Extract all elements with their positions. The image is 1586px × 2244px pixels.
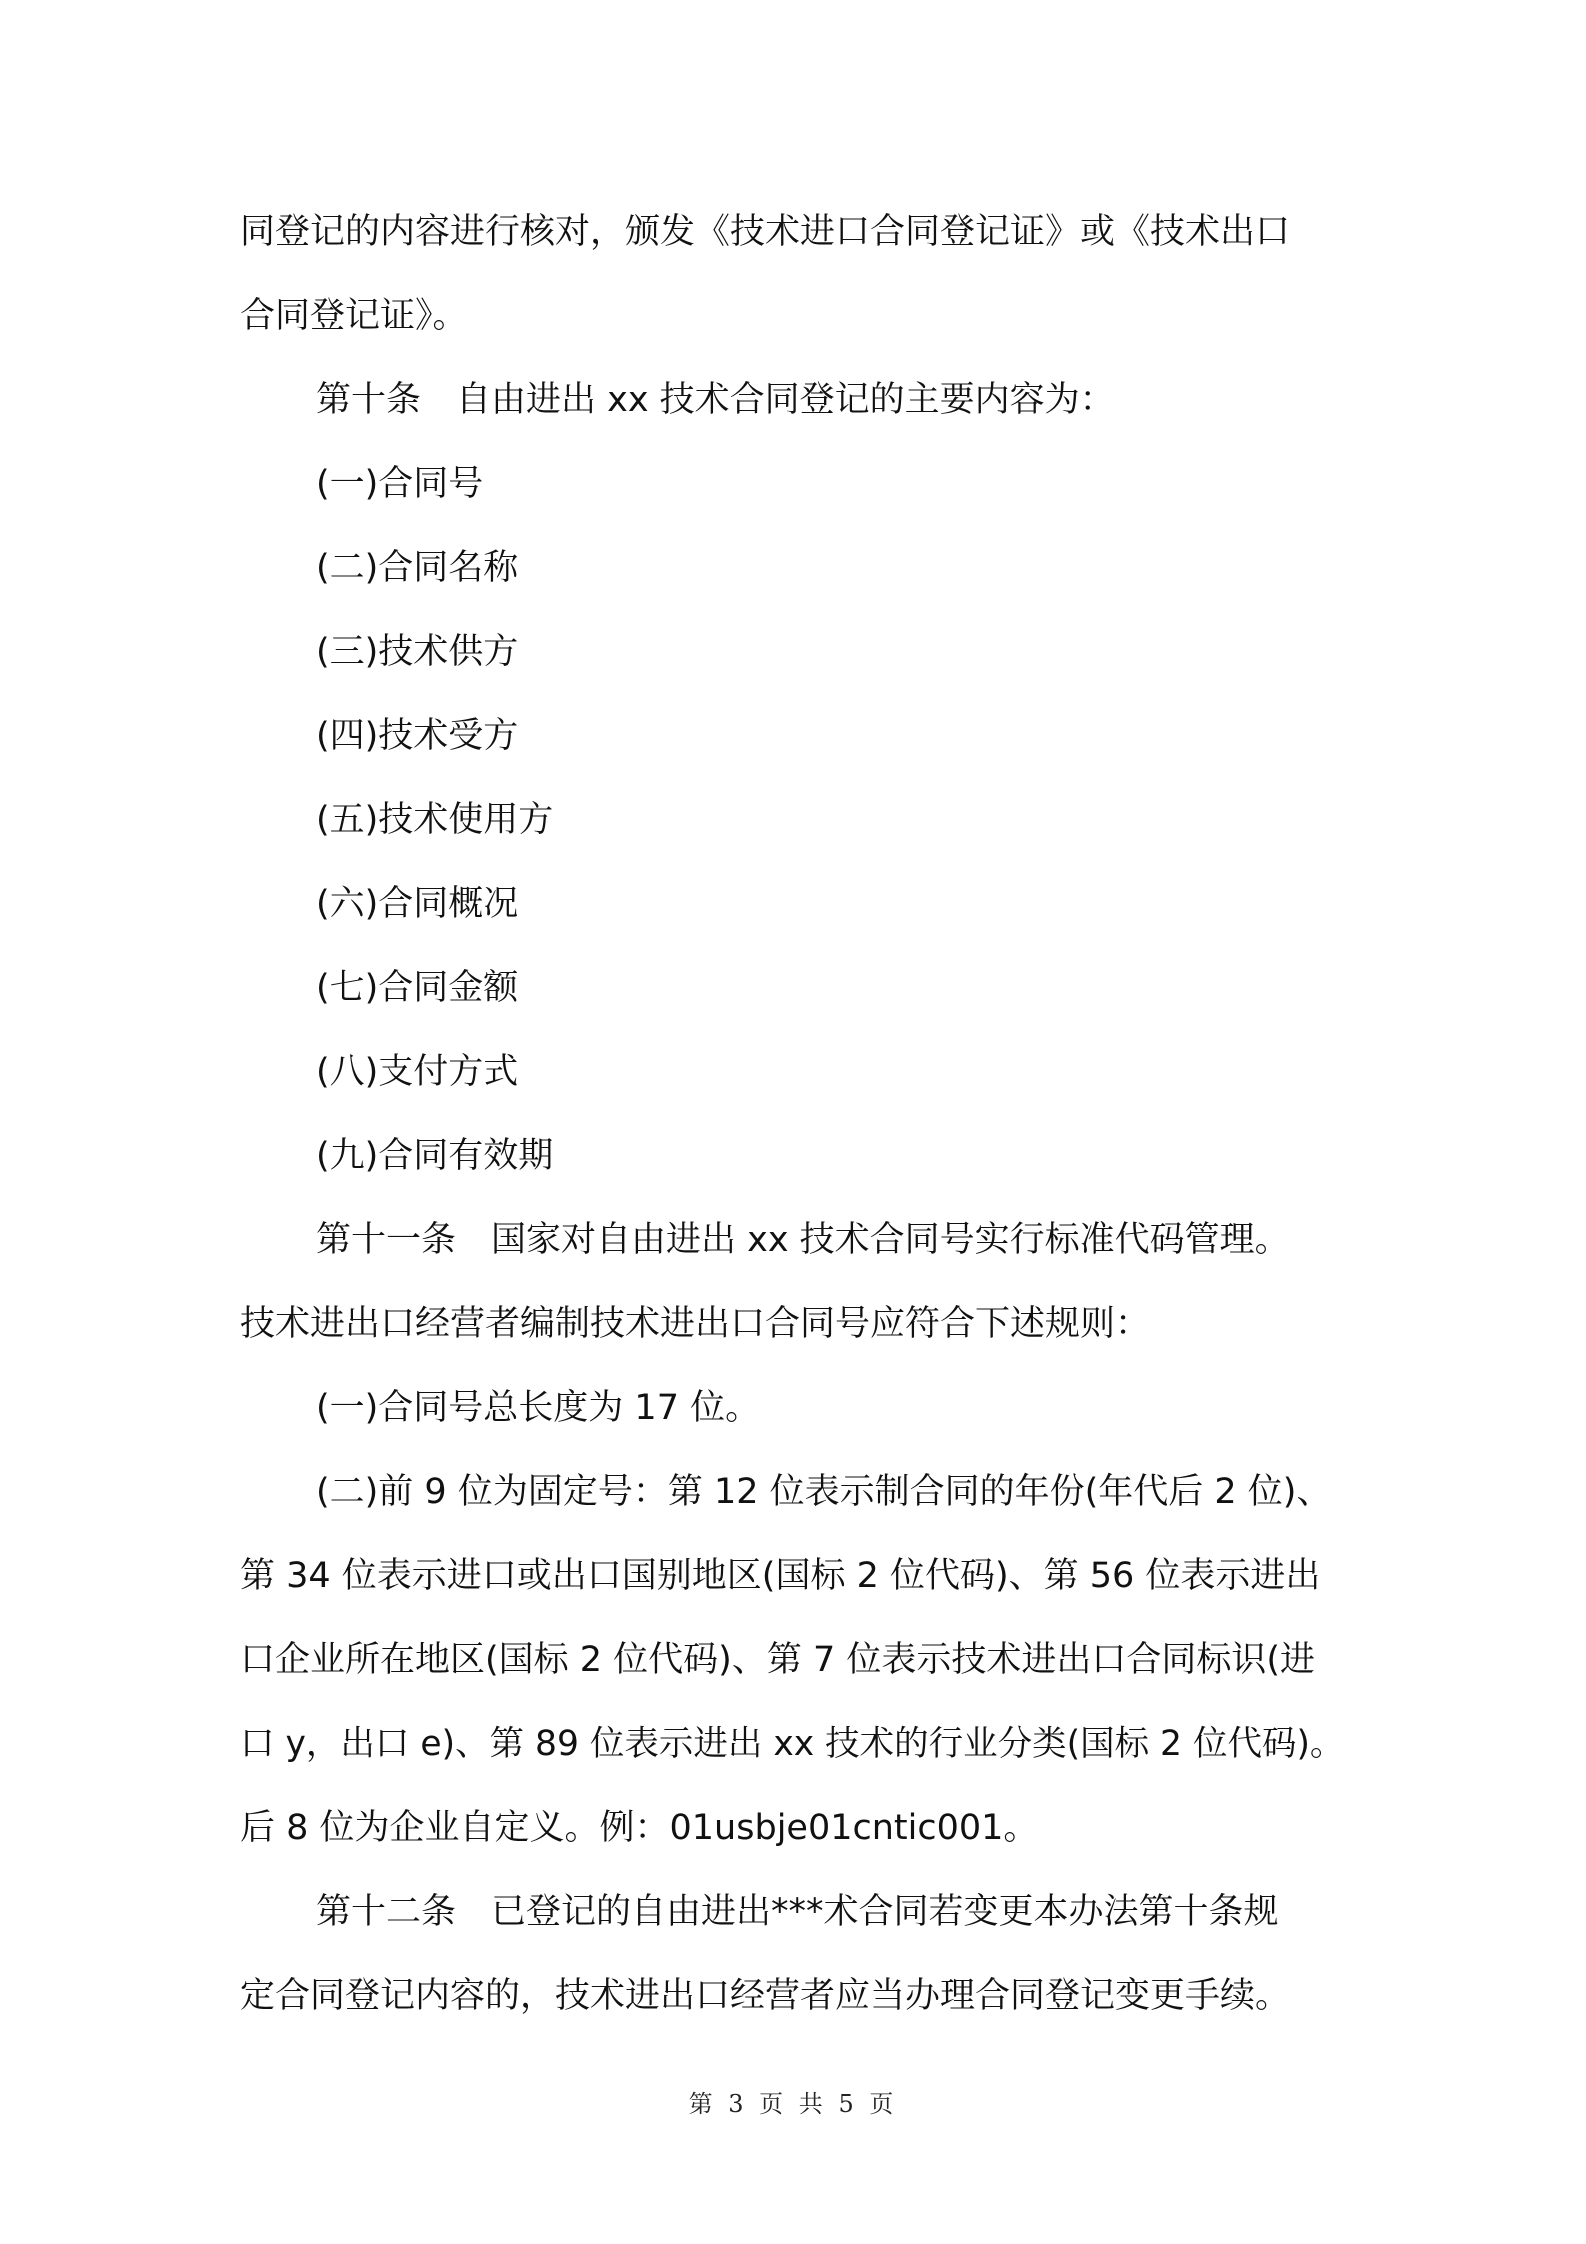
text-line: (八)支付方式: [316, 1052, 519, 1092]
text-line: (七)合同金额: [316, 968, 519, 1008]
page-footer: 第 3 页 共 5 页: [688, 2090, 898, 2118]
text-line: (五)技术使用方: [316, 800, 554, 840]
text-line: 技术进出口经营者编制技术进出口合同号应符合下述规则：: [240, 1304, 1151, 1344]
text-line: (四)技术受方: [316, 716, 519, 756]
text-line: 第十二条 已登记的自由进出***术合同若变更本办法第十条规: [316, 1892, 1279, 1932]
text-line: (六)合同概况: [316, 884, 519, 924]
text-line: (一)合同号总长度为 17 位。: [316, 1388, 761, 1428]
text-line: (九)合同有效期: [316, 1136, 554, 1176]
text-line: (二)合同名称: [316, 548, 519, 588]
document-body: [240, 190, 1350, 2038]
text-line: 定合同登记内容的，技术进出口经营者应当办理合同登记变更手续。: [240, 1976, 1291, 2016]
text-line: 第十条 自由进出 xx 技术合同登记的主要内容为：: [316, 380, 1115, 420]
text-line: 第 34 位表示进口或出口国别地区(国标 2 位代码)、第 56 位表示进出: [240, 1556, 1321, 1596]
text-line: 后 8 位为企业自定义。例：01usbje01cntic001。: [240, 1808, 1039, 1848]
text-line: 合同登记证》。: [240, 296, 468, 336]
text-line: (二)前 9 位为固定号：第 12 位表示制合同的年份(年代后 2 位)、: [316, 1472, 1332, 1512]
text-line: (一)合同号: [316, 464, 484, 504]
text-line: 同登记的内容进行核对，颁发《技术进口合同登记证》或《技术出口: [240, 212, 1291, 252]
text-line: 口 y，出口 e)、第 89 位表示进出 xx 技术的行业分类(国标 2 位代码)。: [240, 1724, 1345, 1764]
text-line: 第十一条 国家对自由进出 xx 技术合同号实行标准代码管理。: [316, 1220, 1290, 1260]
text-line: 口企业所在地区(国标 2 位代码)、第 7 位表示技术进出口合同标识(进: [240, 1640, 1316, 1680]
text-line: (三)技术供方: [316, 632, 519, 672]
